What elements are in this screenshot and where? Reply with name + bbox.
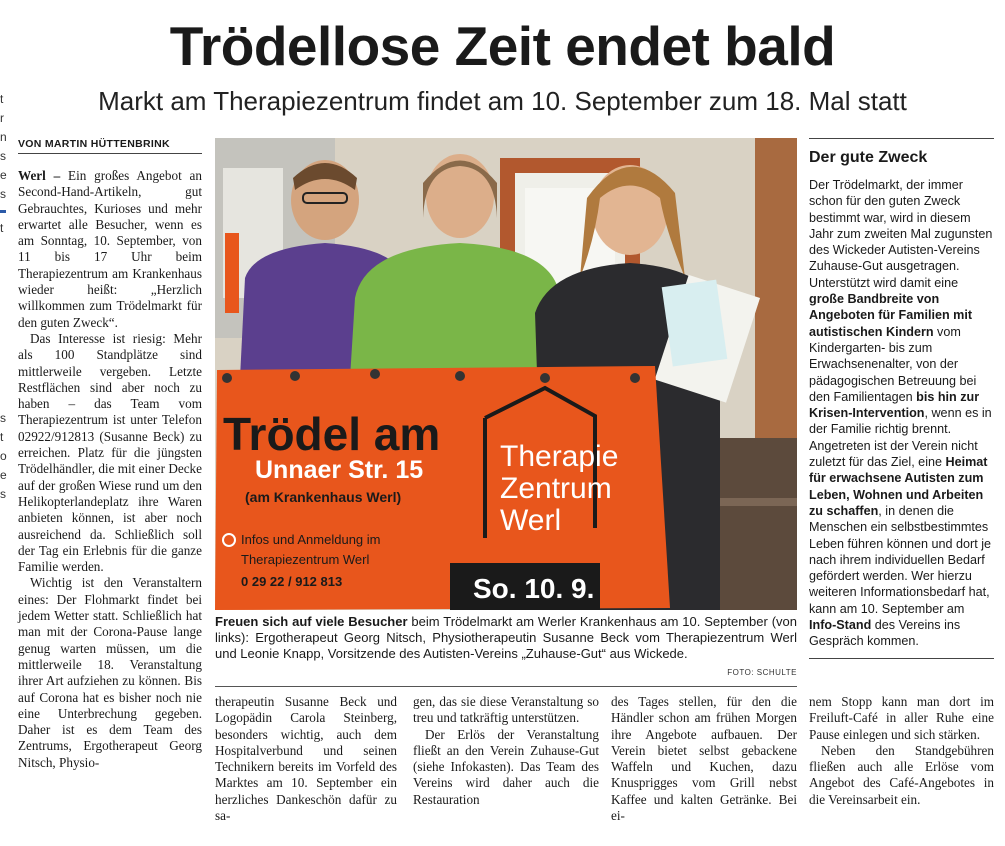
edge-fragment: n: [0, 130, 7, 144]
info-box-title: Der gute Zweck: [809, 149, 928, 166]
article-photo: [215, 138, 797, 610]
article-column-3: [413, 694, 599, 808]
paragraph-text: Ein großes Angebot an Second-Hand-Artikeln, gut Gebrauchtes, Kurioses und mehr erwartet alle Besucher, wenn es am Sonntag, 10. September, von 11 bis 17 Uhr beim Therapiezentrum am Krankenhaus wieder heißt: „Herzlich willkommen zum Trödelmarkt für den guten Zweck“.: [18, 168, 202, 330]
headline: Trödellose Zeit endet bald: [169, 15, 836, 77]
banner-brand-1: Therapie: [500, 440, 619, 473]
banner-info-2: Therapiezentrum Werl: [241, 552, 370, 567]
edge-fragment: e: [0, 468, 7, 482]
article-column-4: [611, 694, 797, 824]
edge-fragment: s: [0, 187, 6, 201]
paragraph: des Tages stellen, für den die Händler schon am frühen Morgen ihre Angebote aufbauen. Der Verein bietet selbst gebackene Waffeln und Kuchen, dazu Knusprigges vom Grill nebst Kaffee und kalten Getränke. Bei ei-: [611, 694, 797, 824]
edge-fragment: s: [0, 149, 6, 163]
edge-fragment: o: [0, 449, 7, 463]
info-text: Der Trödelmarkt, der immer schon für den guten Zweck bestimmt war, wird in diesem Jahr zum zweiten Mal zugunsten des Wickeder Autisten-Vereins Zuhause-Gut ausgetragen. Unterstützt wird damit eine: [809, 178, 993, 290]
banner-title: Trödel am: [223, 408, 441, 460]
edge-fragment: s: [0, 411, 6, 425]
paragraph: Wichtig ist den Veranstaltern eines: Der Flohmarkt findet bei jedem Wetter statt. Schließlich hat man mit der Corona-Pause lange genug warten müssen, um die mittlerweile 18. Veranstaltung ihrer Art aufziehen zu können. Bis auf Corona hat es bisher noch nie eine Unterbrechung gegeben. Daher ist es dem Team des Zentrums, Ergotherapeut Georg Nitsch, Physio-: [18, 575, 202, 770]
divider: [809, 658, 994, 659]
edge-fragment: r: [0, 111, 4, 125]
caption-lead: Freuen sich auf viele Besucher: [215, 614, 408, 629]
banner-location: (am Krankenhaus Werl): [245, 489, 402, 505]
person-middle-shirt: [350, 243, 565, 378]
paragraph: gen, das sie diese Veranstaltung so treu und tatkräftig unterstützen.: [413, 694, 599, 726]
banner-brand-3: Werl: [500, 504, 562, 537]
article-column-1: [18, 168, 202, 771]
edge-marker: [0, 210, 6, 213]
paragraph: Der Erlös der Veranstaltung fließt an den Verein Zuhause-Gut (siehe Infokasten). Das Team des Vereins wird daher auch die Restauration: [413, 726, 599, 807]
article-column-5: [809, 694, 994, 808]
photo-credit: FOTO: SCHULTE: [727, 668, 797, 677]
paragraph: nem Stopp kann man dort im Freiluft-Café in aller Ruhe eine Pause einlegen und sich stärken.: [809, 694, 994, 742]
paragraph: therapeutin Susanne Beck und Logopädin Carola Steinberg, besonders wichtig, auch dem Hospitalverbund und seinen Technikern bereits im Vorfeld des Marktes am 10. September ein herzliches Dankeschön dafür zu sa-: [215, 694, 397, 824]
caption-text: beim Trödelmarkt am Werler Krankenhaus am 10. September (von links): Ergotherapeut Georg Nitsch, Physiotherapeutin Susanne Beck vom Therapiezentrum Werl und Leonie Knapp, Vorsitzende des Autisten-Vereins „Zuhause-Gut“ aus Wickede.: [215, 614, 797, 661]
info-highlight: Heimat für erwachsene Autisten zum Leben, Wohnen und Arbeiten zu schaffen: [809, 455, 988, 518]
banner-street: Unnaer Str. 15: [255, 456, 424, 484]
article-column-2: [215, 694, 397, 824]
info-text: des Vereins ins Gespräch kommen.: [809, 618, 961, 649]
edge-fragment: t: [0, 221, 4, 235]
subheadline: Markt am Therapiezentrum findet am 10. September zum 18. Mal statt: [98, 86, 907, 116]
edge-fragment: e: [0, 168, 7, 182]
divider: [215, 686, 797, 687]
person-middle-head: [426, 154, 494, 238]
edge-fragment: t: [0, 92, 4, 106]
byline: VON MARTIN HÜTTENBRINK: [18, 138, 202, 154]
info-text: vom Kindergarten- bis zum Erwachsenenalter, von der pädagogischen Betreuung bei den Familientagen: [809, 324, 977, 404]
paragraph: [18, 168, 202, 331]
banner-phone: 0 29 22 / 912 813: [241, 574, 343, 589]
banner-date: So. 10. 9.: [473, 573, 595, 604]
edge-fragment: t: [0, 430, 4, 444]
previous-article-edge: [0, 90, 8, 504]
photo-caption: [215, 614, 797, 662]
info-highlight: große Bandbreite von Angeboten für Familien mit autistischen Kindern: [809, 292, 973, 339]
info-highlight: Info-Stand: [809, 618, 872, 633]
info-box: [809, 138, 994, 659]
paragraph: Das Interesse ist riesig: Mehr als 100 Standplätze sind mittlerweile vergeben. Letzte Restflächen sind aber noch zu haben – das Team vom Therapiezentrum ist unter Telefon 02922/912813 (Susanne Beck) zu erreichen. Platz für die jüngsten Trödelhändler, die mit einer Decke auf der großen Wiese rund um den Helikopterlandeplatz ihre Waren anbieten können, ist aber noch ausreichend da. Schließlich soll der Tag ein Erlebnis für die ganze Familie werden.: [18, 330, 202, 575]
divider: [809, 138, 994, 139]
info-box-text: [809, 177, 994, 650]
info-text: , in denen die Menschen ein selbstbestimmtes Leben führen können und dort je nach ihrem individuellen Bedarf gefördert werden. Wer hierzu weiteren Informationsbedarf hat, kann am 10. September am: [809, 503, 992, 616]
banner-info-1: Infos und Anmeldung im: [241, 532, 381, 547]
info-highlight: bis hin zur Krisen-Intervention: [809, 389, 980, 421]
banner-brand-2: Zentrum: [500, 472, 612, 505]
info-text: , wenn es in der Familie richtig brennt. Angetreten ist der Verein nicht zuletzt für das Ziel, eine: [809, 406, 992, 470]
edge-fragment: s: [0, 487, 6, 501]
paragraph: Neben den Standgebühren fließen auch alle Erlöse vom Angebot des Café-Angebotes in die Vereinsarbeit ein.: [809, 742, 994, 807]
dateline: Werl –: [18, 168, 61, 183]
